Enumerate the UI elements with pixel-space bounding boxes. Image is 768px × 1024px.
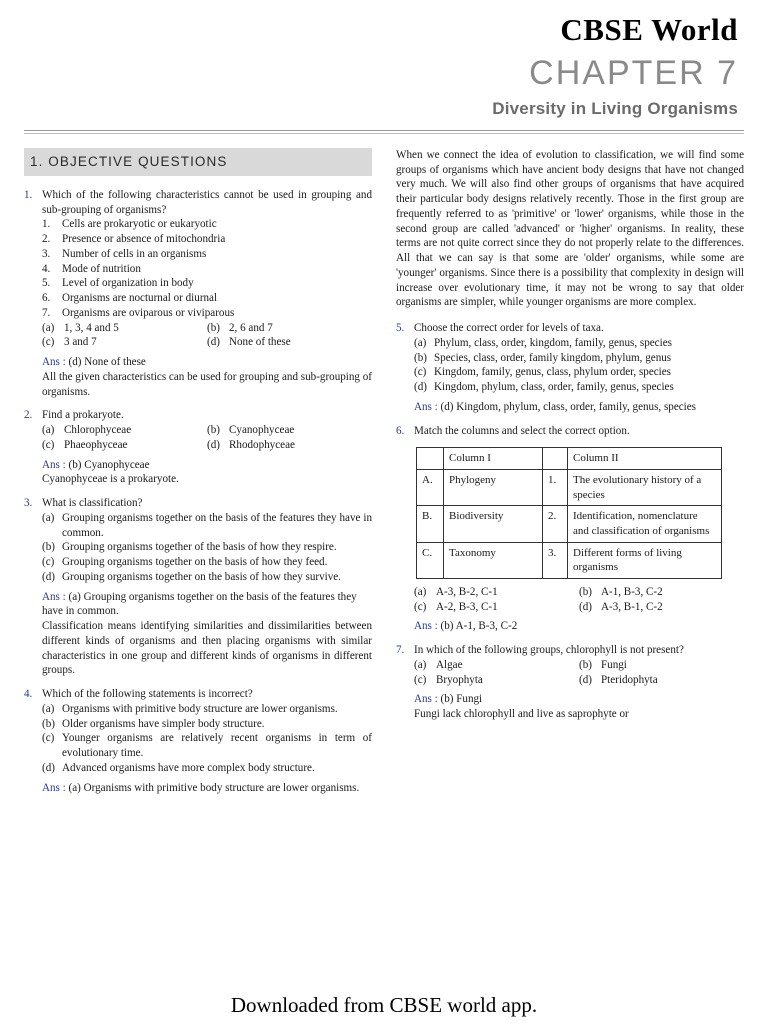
table-cell: Taxonomy <box>444 542 543 578</box>
option-text: Organisms with primitive body structure are lower organisms. <box>62 702 338 715</box>
page-header <box>24 14 744 119</box>
question-item <box>24 687 372 795</box>
list-text: Organisms are nocturnal or diurnal <box>62 292 218 305</box>
option-text: 2, 6 and 7 <box>229 321 273 334</box>
question-options <box>414 585 744 615</box>
list-label: 4. <box>42 262 51 275</box>
table-cell: 3. <box>543 542 568 578</box>
option-text: Grouping organisms together of the basis of how they respire. <box>62 541 337 554</box>
answer-line <box>42 781 372 796</box>
option-label: (a) <box>414 336 427 349</box>
option-label: (d) <box>414 381 427 394</box>
option-label: (b) <box>207 424 220 437</box>
match-columns-table <box>416 447 722 578</box>
question-numbered-list <box>42 217 372 320</box>
option-text: Fungi <box>601 658 627 671</box>
option-text: Species, class, order, family kingdom, phylum, genus <box>434 351 672 364</box>
question-number: 6. <box>396 424 405 437</box>
answer-line <box>42 355 372 370</box>
table-header-cell: Column II <box>568 448 722 470</box>
option-text: Bryophyta <box>436 673 483 686</box>
table-cell: Identification, nomenclature and classification of organisms <box>568 506 722 542</box>
table-row <box>417 542 722 578</box>
table-cell: Different forms of living organisms <box>568 542 722 578</box>
option-label: (a) <box>42 511 55 524</box>
list-label: 2. <box>42 233 51 246</box>
option-label: (d) <box>42 570 55 583</box>
option-text: Chlorophyceae <box>64 424 132 437</box>
answer-text: (d) None of these <box>68 356 146 369</box>
question-item <box>396 643 744 722</box>
option-text: Younger organisms are relatively recent organisms in term of evolutionary time. <box>62 732 372 760</box>
answer-label: Ans : <box>414 400 438 413</box>
list-label: 5. <box>42 277 51 290</box>
intro-paragraph: When we connect the idea of evolution to classification, we will find some groups of organisms which have ancient body designs that have not changed very much. We will also find other groups of organisms that have acquired their particular body designs relatively recently. Those in the first group are frequently referred to as 'primitive' or 'lower' organisms, while those in the second group are called 'advanced' or 'higher' organisms. In reality, these terms are not quite correct since they do not properly relate to the differences. All that we can say is that some are 'older' organisms, while some are 'younger' organisms. Since there is a possibility that complexity in design will increase over evolutionary time, it may not be wrong to say that older organisms are simpler, while younger organisms are more complex. <box>396 148 744 309</box>
option-label: (d) <box>207 438 220 451</box>
answer-label: Ans : <box>42 590 66 603</box>
option-text: Kingdom, phylum, class, order, family, genus, species <box>434 381 674 394</box>
table-cell: Phylogeny <box>444 470 543 506</box>
question-item <box>24 496 372 678</box>
question-item <box>24 408 372 487</box>
answer-label: Ans : <box>42 781 66 794</box>
option-text: None of these <box>229 336 291 349</box>
list-label: 3. <box>42 247 51 260</box>
question-text: In which of the following groups, chlorophyll is not present? <box>414 644 684 657</box>
option-label: (c) <box>42 556 55 569</box>
option-text: Grouping organisms together on the basis of how they feed. <box>62 556 328 569</box>
option-label: (b) <box>579 585 592 598</box>
answer-text: (d) Kingdom, phylum, class, order, family, genus, species <box>440 400 696 413</box>
page-footer: Downloaded from CBSE world app. <box>230 993 538 1017</box>
table-header-cell: Column I <box>444 448 543 470</box>
question-number: 2. <box>24 409 33 422</box>
option-text: Kingdom, family, genus, class, phylum order, species <box>434 366 671 379</box>
option-text: Phylum, class, order, kingdom, family, genus, species <box>434 336 672 349</box>
question-text: Which of the following statements is incorrect? <box>42 688 253 701</box>
option-label: (d) <box>207 336 220 349</box>
question-text: Match the columns and select the correct option. <box>414 424 630 437</box>
option-label: (c) <box>42 438 55 451</box>
answer-label: Ans : <box>414 620 438 633</box>
question-item <box>396 321 744 415</box>
option-label: (b) <box>207 321 220 334</box>
chapter-title: Diversity in Living Organisms <box>492 98 738 118</box>
answer-label: Ans : <box>414 693 438 706</box>
option-text: 1, 3, 4 and 5 <box>64 321 119 334</box>
option-text: Advanced organisms have more complex body structure. <box>62 761 315 774</box>
option-text: Algae <box>436 658 463 671</box>
option-label: (b) <box>42 717 55 730</box>
question-options <box>414 658 744 688</box>
option-label: (c) <box>414 673 427 686</box>
option-label: (d) <box>42 761 55 774</box>
answer-explanation: Cyanophyceae is a prokaryote. <box>42 473 179 486</box>
option-label: (d) <box>579 673 592 686</box>
table-header-cell <box>543 448 568 470</box>
chapter-number: CHAPTER 7 <box>529 53 738 92</box>
option-label: (a) <box>414 658 427 671</box>
answer-line <box>42 458 372 473</box>
question-number-spacer <box>396 585 414 634</box>
answer-label: Ans : <box>42 458 66 471</box>
question-item-continued <box>396 585 744 634</box>
header-divider-secondary <box>24 133 744 134</box>
answer-explanation: Fungi lack chlorophyll and live as saprophyte or <box>414 708 629 721</box>
table-cell: The evolutionary history of a species <box>568 470 722 506</box>
table-row <box>417 470 722 506</box>
question-number: 3. <box>24 497 33 510</box>
option-label: (b) <box>579 658 592 671</box>
table-cell: A. <box>417 470 444 506</box>
answer-text: (b) Fungi <box>440 693 483 706</box>
option-text: Rhodophyceae <box>229 438 295 451</box>
question-options <box>42 511 372 585</box>
question-number: 5. <box>396 322 405 335</box>
option-text: Pteridophyta <box>601 673 658 686</box>
list-text: Cells are prokaryotic or eukaryotic <box>62 218 217 231</box>
answer-line <box>414 692 744 707</box>
two-column-body <box>24 148 744 804</box>
list-label: 7. <box>42 306 51 319</box>
list-label: 6. <box>42 292 51 305</box>
question-text: Find a prokaryote. <box>42 409 124 422</box>
option-label: (b) <box>42 541 55 554</box>
list-text: Number of cells in an organisms <box>62 247 207 260</box>
question-options <box>42 702 372 776</box>
option-text: Phaeophyceae <box>64 438 128 451</box>
table-row <box>417 506 722 542</box>
list-label: 1. <box>42 218 51 231</box>
answer-text: (a) Organisms with primitive body structure are lower organisms. <box>68 781 360 794</box>
table-header-row <box>417 448 722 470</box>
question-text: Which of the following characteristics cannot be used in grouping and sub-grouping of organisms? <box>42 188 372 216</box>
list-text: Level of organization in body <box>62 277 194 290</box>
answer-text: (b) A-1, B-3, C-2 <box>440 620 518 633</box>
answer-line <box>414 400 744 415</box>
option-label: (c) <box>414 366 427 379</box>
option-label: (a) <box>42 702 55 715</box>
table-cell: B. <box>417 506 444 542</box>
answer-text: (b) Cyanophyceae <box>68 458 150 471</box>
question-options <box>42 321 372 351</box>
option-label: (c) <box>414 600 427 613</box>
option-label: (c) <box>42 336 55 349</box>
question-number: 4. <box>24 688 33 701</box>
option-label: (a) <box>42 321 55 334</box>
option-text: A-3, B-2, C-1 <box>436 585 498 598</box>
table-cell: 2. <box>543 506 568 542</box>
list-text: Presence or absence of mitochondria <box>62 233 226 246</box>
option-label: (c) <box>42 732 55 745</box>
question-item <box>24 188 372 400</box>
table-header-cell <box>417 448 444 470</box>
question-options <box>414 336 744 395</box>
option-text: Grouping organisms together on the basis of the features they have in common. <box>62 511 372 539</box>
answer-text: (a) Grouping organisms together on the basis of the features they have in common. <box>42 590 357 618</box>
section-heading-objective-questions: 1. OBJECTIVE QUESTIONS <box>24 148 372 176</box>
left-column <box>24 148 372 804</box>
option-text: 3 and 7 <box>64 336 97 349</box>
header-divider <box>24 130 744 131</box>
brand-title: CBSE World <box>560 12 738 47</box>
answer-explanation: Classification means identifying similarities and dissimilarities between different kinds of organisms and then placing organisms with similar characteristics in one group and different kinds of organisms in different groups. <box>42 620 372 677</box>
option-text: A-1, B-3, C-2 <box>601 585 663 598</box>
question-text: What is classification? <box>42 497 143 510</box>
option-text: A-3, B-1, C-2 <box>601 600 663 613</box>
table-cell: C. <box>417 542 444 578</box>
answer-label: Ans : <box>42 356 66 369</box>
answer-line <box>42 590 372 620</box>
table-cell: Biodiversity <box>444 506 543 542</box>
option-label: (a) <box>42 424 55 437</box>
list-text: Mode of nutrition <box>62 262 141 275</box>
option-text: Cyanophyceae <box>229 424 295 437</box>
option-text: Older organisms have simpler body structure. <box>62 717 265 730</box>
list-text: Organisms are oviparous or viviparous <box>62 306 235 319</box>
answer-explanation: All the given characteristics can be used for grouping and sub-grouping of organisms. <box>42 370 372 398</box>
question-item <box>396 424 744 439</box>
table-cell: 1. <box>543 470 568 506</box>
option-text: A-2, B-3, C-1 <box>436 600 498 613</box>
option-label: (a) <box>414 585 427 598</box>
question-text: Choose the correct order for levels of taxa. <box>414 322 604 335</box>
question-number: 7. <box>396 644 405 657</box>
option-label: (b) <box>414 351 427 364</box>
right-column <box>396 148 744 804</box>
option-text: Grouping organisms together on the basis of how they survive. <box>62 570 341 583</box>
option-label: (d) <box>579 600 592 613</box>
question-options <box>42 423 372 453</box>
question-number: 1. <box>24 188 33 201</box>
answer-line <box>414 619 744 634</box>
